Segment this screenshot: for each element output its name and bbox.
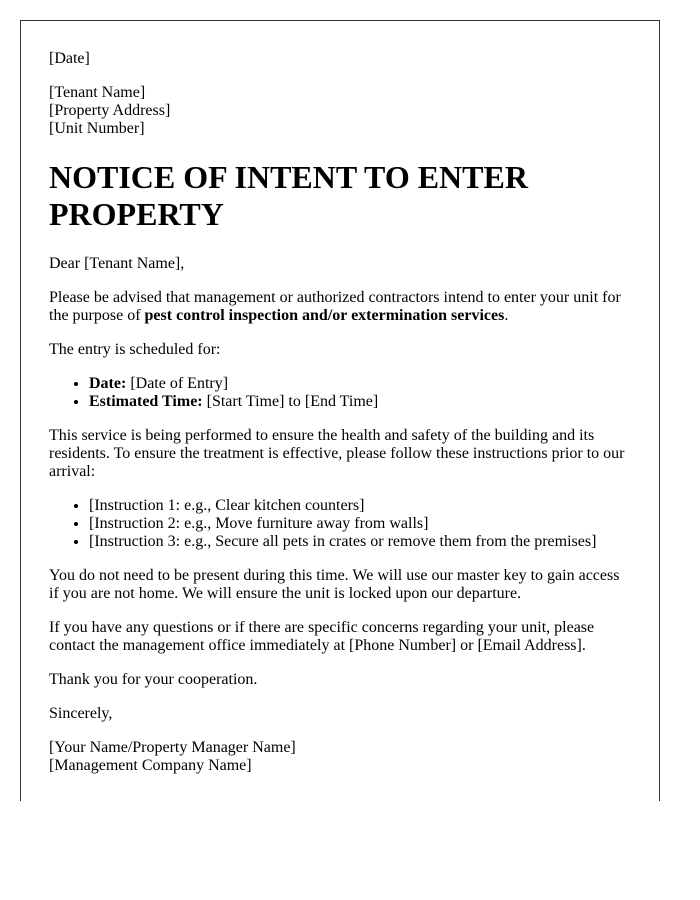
signature-company: [Management Company Name] [49, 757, 252, 774]
schedule-label: Date: [89, 375, 127, 392]
signature-name: [Your Name/Property Manager Name] [49, 739, 296, 756]
schedule-value: [Start Time] to [End Time] [202, 393, 379, 410]
letter-date: [Date] [49, 50, 90, 67]
intro-bold-services: pest control inspection and/or extermination services [144, 307, 505, 324]
thanks-line: Thank you for your cooperation. [49, 671, 258, 688]
instruction-item: • [Instruction 2: e.g., Move furniture away from walls] [89, 515, 631, 533]
presence-paragraph: You do not need to be present during this time. We will use our master key to gain access if you are not home. We will ensure the unit is locked upon our departure. [49, 567, 620, 602]
instruction-item: • [Instruction 1: e.g., Clear kitchen counters] [89, 497, 631, 515]
contact-paragraph: If you have any questions or if there are specific concerns regarding your unit, please contact the management office immediately at [Phone Number] or [Email Address]. [49, 619, 595, 654]
recipient-unit: [Unit Number] [49, 120, 145, 137]
schedule-list [49, 375, 631, 411]
instructions-list [49, 497, 631, 551]
letter-title: NOTICE OF INTENT TO ENTER PROPERTY [49, 159, 528, 232]
signature-block [49, 739, 631, 775]
schedule-intro: The entry is scheduled for: [49, 341, 221, 358]
recipient-block [49, 84, 631, 138]
schedule-value: [Date of Entry] [126, 375, 229, 392]
recipient-address: [Property Address] [49, 102, 171, 119]
salutation: Dear [Tenant Name], [49, 255, 185, 272]
intro-text-before: Please be advised that management or authorized contractors intend to enter your unit for the purpose of [49, 289, 621, 324]
instruction-item: • [Instruction 3: e.g., Secure all pets in crates or remove them from the premises] [89, 533, 631, 551]
recipient-name: [Tenant Name] [49, 84, 146, 101]
schedule-label: Estimated Time: [89, 393, 203, 410]
closing-line: Sincerely, [49, 705, 113, 722]
letter-page [20, 20, 660, 801]
intro-text-after: . [504, 307, 509, 324]
schedule-item-date [89, 375, 631, 393]
schedule-item-time [89, 393, 631, 411]
intro-paragraph [49, 289, 631, 325]
service-paragraph: This service is being performed to ensure the health and safety of the building and its residents. To ensure the treatment is effective, please follow these instructions prior to our arrival: [49, 427, 625, 480]
